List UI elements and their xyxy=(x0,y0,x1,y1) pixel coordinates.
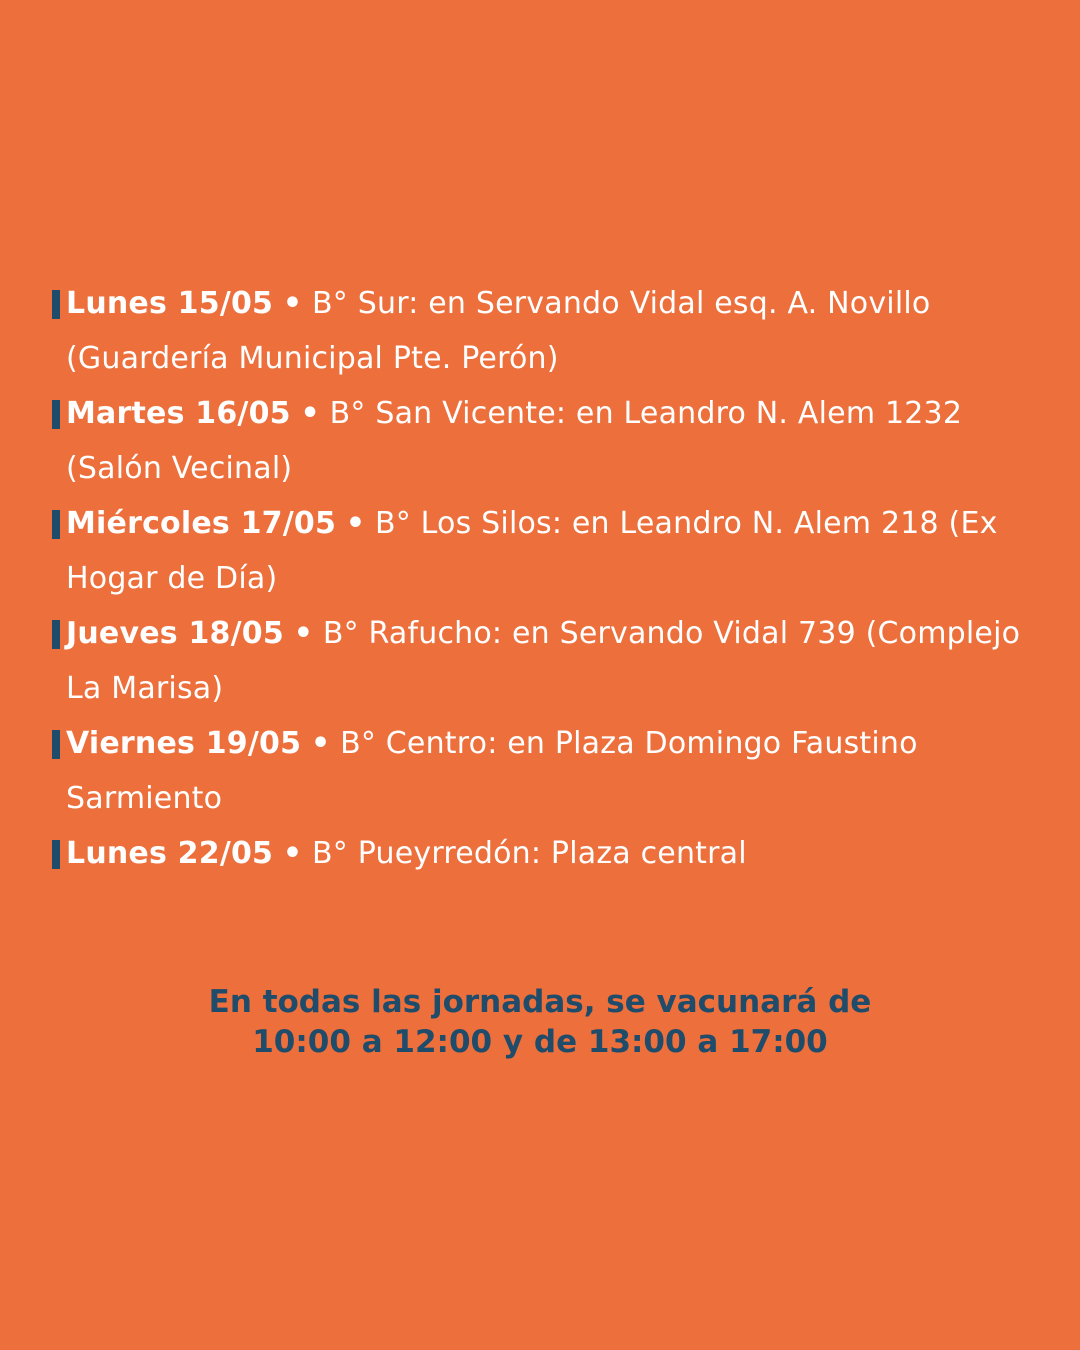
entry-separator: • xyxy=(282,286,303,321)
entry-marker xyxy=(52,620,60,649)
entry-separator: • xyxy=(293,616,314,651)
schedule-hours-note xyxy=(0,982,1080,1062)
hours-note-line-1: En todas las jornadas, se vacunará de xyxy=(208,984,872,1020)
entry-place: B° Rafucho: en Servando Vidal 739 (Complejo La Marisa) xyxy=(66,616,1021,706)
hours-note-line-2: 10:00 a 12:00 y de 13:00 a 17:00 xyxy=(252,1024,828,1060)
entry-marker xyxy=(52,400,60,429)
entry-marker xyxy=(52,840,60,869)
entry-place: B° Sur: en Servando Vidal esq. A. Novillo (Guardería Municipal Pte. Perón) xyxy=(66,286,931,376)
entry-day: Viernes 19/05 xyxy=(66,726,302,761)
entry-place: B° San Vicente: en Leandro N. Alem 1232 (Salón Vecinal) xyxy=(66,396,963,486)
schedule-entry-5 xyxy=(52,716,1052,826)
entry-place: B° Centro: en Plaza Domingo Faustino Sarmiento xyxy=(66,726,918,816)
entry-place: B° Pueyrredón: Plaza central xyxy=(312,836,747,871)
entry-day: Lunes 15/05 xyxy=(66,286,274,321)
entry-separator: • xyxy=(310,726,331,761)
entry-marker xyxy=(52,290,60,319)
entry-day: Miércoles 17/05 xyxy=(66,506,337,541)
schedule-entry-3 xyxy=(52,496,1052,606)
schedule-entry-1 xyxy=(52,276,1052,386)
schedule-entry-4 xyxy=(52,606,1052,716)
entry-separator: • xyxy=(282,836,303,871)
entry-separator: • xyxy=(300,396,320,431)
entry-day: Martes 16/05 xyxy=(66,396,291,431)
schedule-list xyxy=(52,276,1052,881)
entry-separator: • xyxy=(345,506,366,541)
entry-marker xyxy=(52,510,60,539)
schedule-entry-2 xyxy=(52,386,1052,496)
entry-day: Lunes 22/05 xyxy=(66,836,274,871)
schedule-entry-6 xyxy=(52,826,1052,881)
entry-place: B° Los Silos: en Leandro N. Alem 218 (Ex Hogar de Día) xyxy=(66,506,998,596)
entry-marker xyxy=(52,730,60,759)
entry-day: Jueves 18/05 xyxy=(66,616,284,651)
